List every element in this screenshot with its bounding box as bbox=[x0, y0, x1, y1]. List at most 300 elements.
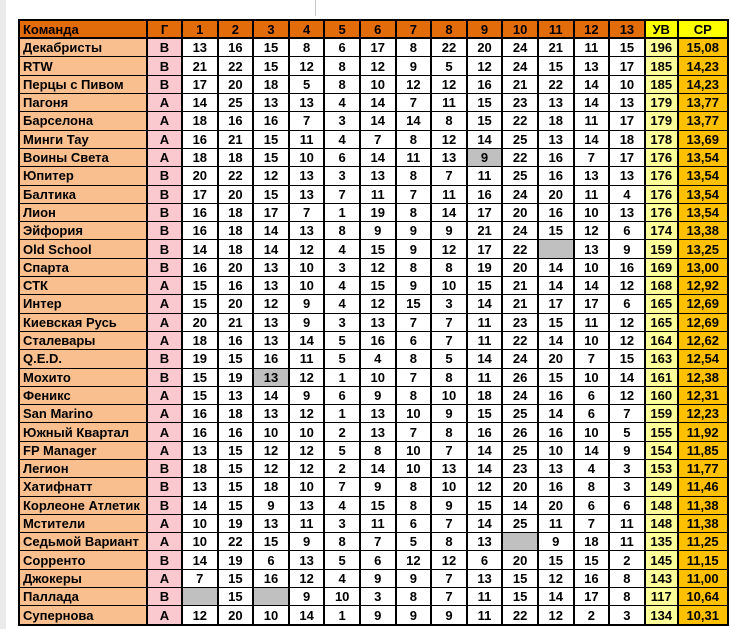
score-cell[interactable]: 19 bbox=[218, 514, 254, 532]
score-cell[interactable]: 25 bbox=[502, 405, 538, 423]
score-cell[interactable]: 6 bbox=[396, 514, 432, 532]
team-name-cell[interactable]: Корлеоне Атлетик bbox=[19, 496, 147, 514]
score-cell[interactable]: 23 bbox=[502, 313, 538, 331]
average-cell[interactable]: 11,38 bbox=[678, 514, 728, 532]
score-cell[interactable]: 17 bbox=[467, 203, 503, 221]
average-cell[interactable]: 13,25 bbox=[678, 240, 728, 258]
score-cell[interactable]: 14 bbox=[574, 130, 610, 148]
score-cell[interactable]: 13 bbox=[218, 386, 254, 404]
group-cell[interactable]: В bbox=[147, 258, 182, 276]
score-cell[interactable]: 14 bbox=[182, 240, 218, 258]
total-cell[interactable]: 165 bbox=[645, 313, 678, 331]
score-cell[interactable]: 17 bbox=[182, 185, 218, 203]
score-cell[interactable]: 7 bbox=[431, 313, 467, 331]
score-cell[interactable]: 9 bbox=[467, 148, 503, 166]
score-cell[interactable]: 6 bbox=[324, 386, 360, 404]
team-name-cell[interactable]: Мстители bbox=[19, 514, 147, 532]
score-cell[interactable]: 13 bbox=[253, 331, 289, 349]
score-cell[interactable]: 9 bbox=[253, 496, 289, 514]
score-cell[interactable]: 8 bbox=[574, 478, 610, 496]
average-cell[interactable]: 10,64 bbox=[678, 588, 728, 606]
score-cell[interactable]: 6 bbox=[609, 222, 645, 240]
team-name-cell[interactable]: Киевская Русь bbox=[19, 313, 147, 331]
score-cell[interactable]: 15 bbox=[502, 569, 538, 587]
score-cell[interactable]: 16 bbox=[467, 75, 503, 93]
total-cell[interactable]: 174 bbox=[645, 222, 678, 240]
score-cell[interactable]: 24 bbox=[502, 57, 538, 75]
score-cell[interactable]: 16 bbox=[218, 277, 254, 295]
score-cell[interactable]: 16 bbox=[182, 222, 218, 240]
score-cell[interactable]: 9 bbox=[289, 295, 325, 313]
score-cell[interactable]: 15 bbox=[218, 350, 254, 368]
score-cell[interactable]: 10 bbox=[431, 386, 467, 404]
score-cell[interactable]: 15 bbox=[609, 38, 645, 57]
score-cell[interactable]: 5 bbox=[324, 441, 360, 459]
score-cell[interactable]: 10 bbox=[431, 277, 467, 295]
score-cell[interactable]: 5 bbox=[324, 331, 360, 349]
average-cell[interactable]: 10,31 bbox=[678, 606, 728, 625]
score-cell[interactable]: 26 bbox=[502, 423, 538, 441]
score-cell[interactable]: 9 bbox=[360, 386, 396, 404]
team-name-cell[interactable]: Перцы с Пивом bbox=[19, 75, 147, 93]
score-cell[interactable]: 14 bbox=[396, 112, 432, 130]
score-cell[interactable]: 16 bbox=[467, 185, 503, 203]
score-cell[interactable]: 2 bbox=[324, 459, 360, 477]
average-cell[interactable]: 12,23 bbox=[678, 405, 728, 423]
total-cell[interactable]: 155 bbox=[645, 423, 678, 441]
score-cell[interactable]: 9 bbox=[360, 569, 396, 587]
team-name-cell[interactable]: Декабристы bbox=[19, 38, 147, 57]
score-cell[interactable]: 16 bbox=[538, 478, 574, 496]
score-cell[interactable]: 18 bbox=[218, 148, 254, 166]
total-cell[interactable]: 135 bbox=[645, 533, 678, 551]
score-cell[interactable]: 13 bbox=[574, 167, 610, 185]
score-cell[interactable]: 12 bbox=[431, 551, 467, 569]
score-cell[interactable]: 11 bbox=[467, 606, 503, 625]
score-cell[interactable]: 12 bbox=[609, 331, 645, 349]
score-cell[interactable]: 9 bbox=[396, 57, 432, 75]
total-cell[interactable]: 196 bbox=[645, 38, 678, 57]
score-cell[interactable]: 3 bbox=[609, 459, 645, 477]
score-cell[interactable]: 13 bbox=[467, 569, 503, 587]
score-cell[interactable]: 9 bbox=[360, 478, 396, 496]
score-cell[interactable]: 14 bbox=[182, 551, 218, 569]
score-cell[interactable]: 16 bbox=[218, 423, 254, 441]
group-cell[interactable]: А bbox=[147, 130, 182, 148]
group-cell[interactable]: А bbox=[147, 313, 182, 331]
score-cell[interactable]: 9 bbox=[609, 240, 645, 258]
score-cell[interactable]: 11 bbox=[431, 94, 467, 112]
score-cell[interactable]: 19 bbox=[467, 258, 503, 276]
score-cell[interactable]: 7 bbox=[431, 331, 467, 349]
score-cell[interactable]: 15 bbox=[467, 496, 503, 514]
score-cell[interactable]: 15 bbox=[574, 551, 610, 569]
score-cell[interactable]: 11 bbox=[574, 38, 610, 57]
score-cell[interactable]: 16 bbox=[538, 203, 574, 221]
total-cell[interactable]: 164 bbox=[645, 331, 678, 349]
score-cell[interactable]: 15 bbox=[253, 38, 289, 57]
score-cell[interactable]: 8 bbox=[431, 258, 467, 276]
score-cell[interactable]: 10 bbox=[396, 441, 432, 459]
score-cell[interactable]: 14 bbox=[182, 496, 218, 514]
score-cell[interactable]: 3 bbox=[360, 588, 396, 606]
score-cell[interactable]: 4 bbox=[324, 130, 360, 148]
score-cell[interactable]: 11 bbox=[360, 185, 396, 203]
total-cell[interactable]: 154 bbox=[645, 441, 678, 459]
score-cell[interactable]: 4 bbox=[574, 459, 610, 477]
team-name-cell[interactable]: Легион bbox=[19, 459, 147, 477]
score-cell[interactable]: 18 bbox=[182, 148, 218, 166]
score-cell[interactable]: 12 bbox=[467, 57, 503, 75]
score-cell[interactable]: 20 bbox=[467, 38, 503, 57]
score-cell[interactable]: 16 bbox=[609, 258, 645, 276]
score-cell[interactable]: 18 bbox=[538, 112, 574, 130]
score-cell[interactable]: 8 bbox=[396, 167, 432, 185]
score-cell[interactable]: 6 bbox=[609, 496, 645, 514]
score-cell[interactable]: 15 bbox=[538, 57, 574, 75]
score-cell[interactable]: 25 bbox=[218, 94, 254, 112]
score-cell[interactable]: 21 bbox=[502, 277, 538, 295]
score-cell[interactable]: 15 bbox=[182, 295, 218, 313]
column-header-round-5[interactable]: 5 bbox=[324, 20, 360, 38]
score-cell[interactable] bbox=[538, 240, 574, 258]
column-header-round-13[interactable]: 13 bbox=[609, 20, 645, 38]
score-cell[interactable]: 15 bbox=[218, 459, 254, 477]
score-cell[interactable]: 10 bbox=[182, 514, 218, 532]
group-cell[interactable]: А bbox=[147, 295, 182, 313]
score-cell[interactable]: 7 bbox=[431, 441, 467, 459]
score-cell[interactable]: 13 bbox=[289, 551, 325, 569]
team-name-cell[interactable]: Паллада bbox=[19, 588, 147, 606]
score-cell[interactable]: 8 bbox=[396, 38, 432, 57]
score-cell[interactable]: 15 bbox=[538, 313, 574, 331]
score-cell[interactable]: 10 bbox=[289, 478, 325, 496]
score-cell[interactable]: 10 bbox=[538, 441, 574, 459]
group-cell[interactable]: А bbox=[147, 533, 182, 551]
score-cell[interactable]: 10 bbox=[574, 203, 610, 221]
score-cell[interactable]: 14 bbox=[289, 606, 325, 625]
score-cell[interactable]: 16 bbox=[182, 423, 218, 441]
group-cell[interactable]: В bbox=[147, 57, 182, 75]
score-cell[interactable]: 9 bbox=[289, 386, 325, 404]
score-cell[interactable]: 15 bbox=[360, 496, 396, 514]
score-cell[interactable]: 4 bbox=[360, 350, 396, 368]
score-cell[interactable]: 8 bbox=[396, 203, 432, 221]
score-cell[interactable]: 11 bbox=[289, 130, 325, 148]
score-cell[interactable]: 13 bbox=[289, 222, 325, 240]
team-name-cell[interactable]: RTW bbox=[19, 57, 147, 75]
team-name-cell[interactable]: Минги Тау bbox=[19, 130, 147, 148]
score-cell[interactable]: 10 bbox=[431, 478, 467, 496]
average-cell[interactable]: 12,69 bbox=[678, 295, 728, 313]
score-cell[interactable]: 17 bbox=[609, 57, 645, 75]
total-cell[interactable]: 117 bbox=[645, 588, 678, 606]
score-cell[interactable]: 14 bbox=[467, 295, 503, 313]
score-cell[interactable]: 13 bbox=[538, 459, 574, 477]
score-cell[interactable]: 13 bbox=[609, 203, 645, 221]
score-cell[interactable]: 7 bbox=[324, 478, 360, 496]
score-cell[interactable]: 11 bbox=[609, 533, 645, 551]
score-cell[interactable]: 8 bbox=[396, 258, 432, 276]
score-cell[interactable]: 7 bbox=[431, 569, 467, 587]
group-cell[interactable]: В bbox=[147, 222, 182, 240]
score-cell[interactable]: 13 bbox=[182, 478, 218, 496]
score-cell[interactable]: 7 bbox=[360, 533, 396, 551]
average-cell[interactable]: 13,38 bbox=[678, 222, 728, 240]
score-cell[interactable]: 14 bbox=[467, 514, 503, 532]
total-cell[interactable]: 185 bbox=[645, 57, 678, 75]
score-cell[interactable]: 15 bbox=[182, 368, 218, 386]
team-name-cell[interactable]: San Marino bbox=[19, 405, 147, 423]
score-cell[interactable] bbox=[182, 588, 218, 606]
score-cell[interactable]: 7 bbox=[431, 588, 467, 606]
score-cell[interactable]: 13 bbox=[360, 423, 396, 441]
score-cell[interactable]: 8 bbox=[431, 368, 467, 386]
average-cell[interactable]: 11,00 bbox=[678, 569, 728, 587]
score-cell[interactable]: 14 bbox=[574, 441, 610, 459]
average-cell[interactable]: 13,69 bbox=[678, 130, 728, 148]
score-cell[interactable]: 20 bbox=[538, 185, 574, 203]
total-cell[interactable]: 169 bbox=[645, 258, 678, 276]
score-cell[interactable]: 13 bbox=[609, 94, 645, 112]
team-name-cell[interactable]: Юпитер bbox=[19, 167, 147, 185]
column-header-round-12[interactable]: 12 bbox=[574, 20, 610, 38]
score-cell[interactable]: 16 bbox=[253, 569, 289, 587]
score-cell[interactable]: 20 bbox=[182, 167, 218, 185]
score-cell[interactable]: 7 bbox=[431, 514, 467, 532]
score-cell[interactable]: 14 bbox=[574, 277, 610, 295]
score-cell[interactable]: 10 bbox=[396, 405, 432, 423]
score-cell[interactable]: 20 bbox=[218, 258, 254, 276]
score-cell[interactable]: 22 bbox=[538, 75, 574, 93]
group-cell[interactable]: В bbox=[147, 185, 182, 203]
average-cell[interactable]: 12,31 bbox=[678, 386, 728, 404]
score-cell[interactable]: 7 bbox=[289, 112, 325, 130]
score-cell[interactable]: 6 bbox=[253, 551, 289, 569]
score-cell[interactable]: 17 bbox=[574, 295, 610, 313]
team-name-cell[interactable]: Балтика bbox=[19, 185, 147, 203]
score-cell[interactable]: 4 bbox=[609, 185, 645, 203]
score-cell[interactable]: 12 bbox=[609, 277, 645, 295]
score-cell[interactable]: 3 bbox=[609, 606, 645, 625]
score-cell[interactable]: 14 bbox=[538, 405, 574, 423]
score-cell[interactable]: 13 bbox=[467, 533, 503, 551]
score-cell[interactable]: 6 bbox=[609, 295, 645, 313]
average-cell[interactable]: 12,38 bbox=[678, 368, 728, 386]
score-cell[interactable]: 14 bbox=[253, 222, 289, 240]
group-cell[interactable]: А bbox=[147, 112, 182, 130]
score-cell[interactable]: 4 bbox=[324, 94, 360, 112]
average-cell[interactable]: 13,54 bbox=[678, 203, 728, 221]
score-cell[interactable]: 11 bbox=[609, 514, 645, 532]
score-cell[interactable]: 6 bbox=[574, 386, 610, 404]
score-cell[interactable]: 13 bbox=[431, 148, 467, 166]
score-cell[interactable]: 14 bbox=[574, 94, 610, 112]
average-cell[interactable]: 13,00 bbox=[678, 258, 728, 276]
group-cell[interactable]: А bbox=[147, 386, 182, 404]
score-cell[interactable]: 9 bbox=[396, 222, 432, 240]
score-cell[interactable]: 9 bbox=[431, 405, 467, 423]
score-cell[interactable]: 13 bbox=[253, 514, 289, 532]
score-cell[interactable]: 15 bbox=[218, 496, 254, 514]
column-header-round-7[interactable]: 7 bbox=[396, 20, 432, 38]
score-cell[interactable]: 20 bbox=[218, 295, 254, 313]
score-cell[interactable]: 12 bbox=[253, 295, 289, 313]
score-cell[interactable]: 11 bbox=[574, 112, 610, 130]
team-name-cell[interactable]: Спарта bbox=[19, 258, 147, 276]
score-cell[interactable]: 15 bbox=[218, 441, 254, 459]
score-cell[interactable]: 6 bbox=[324, 38, 360, 57]
score-cell[interactable]: 21 bbox=[502, 295, 538, 313]
average-cell[interactable]: 11,92 bbox=[678, 423, 728, 441]
score-cell[interactable]: 3 bbox=[431, 295, 467, 313]
average-cell[interactable]: 14,23 bbox=[678, 57, 728, 75]
column-header-average[interactable]: СР bbox=[678, 20, 728, 38]
average-cell[interactable]: 13,54 bbox=[678, 167, 728, 185]
score-cell[interactable]: 14 bbox=[253, 386, 289, 404]
score-cell[interactable]: 22 bbox=[502, 240, 538, 258]
score-cell[interactable]: 13 bbox=[182, 38, 218, 57]
score-cell[interactable]: 10 bbox=[289, 423, 325, 441]
score-cell[interactable]: 12 bbox=[431, 240, 467, 258]
score-cell[interactable]: 22 bbox=[502, 606, 538, 625]
score-cell[interactable]: 11 bbox=[467, 167, 503, 185]
score-cell[interactable]: 19 bbox=[218, 368, 254, 386]
score-cell[interactable]: 20 bbox=[502, 478, 538, 496]
score-cell[interactable]: 12 bbox=[431, 75, 467, 93]
score-cell[interactable]: 10 bbox=[574, 423, 610, 441]
score-cell[interactable]: 14 bbox=[360, 94, 396, 112]
score-cell[interactable]: 15 bbox=[253, 148, 289, 166]
score-cell[interactable]: 12 bbox=[360, 57, 396, 75]
score-cell[interactable]: 8 bbox=[431, 533, 467, 551]
score-cell[interactable]: 18 bbox=[218, 405, 254, 423]
score-cell[interactable]: 8 bbox=[396, 130, 432, 148]
group-cell[interactable]: В bbox=[147, 240, 182, 258]
score-cell[interactable]: 13 bbox=[253, 368, 289, 386]
score-cell[interactable]: 7 bbox=[396, 185, 432, 203]
total-cell[interactable]: 176 bbox=[645, 185, 678, 203]
score-cell[interactable]: 8 bbox=[396, 496, 432, 514]
score-cell[interactable]: 16 bbox=[182, 405, 218, 423]
score-cell[interactable]: 17 bbox=[182, 75, 218, 93]
average-cell[interactable]: 11,77 bbox=[678, 459, 728, 477]
score-cell[interactable]: 21 bbox=[467, 222, 503, 240]
score-cell[interactable]: 12 bbox=[289, 368, 325, 386]
score-cell[interactable]: 14 bbox=[289, 331, 325, 349]
team-name-cell[interactable]: Эйфория bbox=[19, 222, 147, 240]
score-cell[interactable]: 10 bbox=[609, 75, 645, 93]
score-cell[interactable]: 15 bbox=[538, 222, 574, 240]
score-cell[interactable]: 9 bbox=[431, 496, 467, 514]
score-cell[interactable]: 12 bbox=[289, 441, 325, 459]
team-name-cell[interactable]: Южный Квартал bbox=[19, 423, 147, 441]
total-cell[interactable]: 168 bbox=[645, 277, 678, 295]
score-cell[interactable]: 3 bbox=[324, 313, 360, 331]
score-cell[interactable]: 20 bbox=[218, 606, 254, 625]
group-cell[interactable]: А bbox=[147, 569, 182, 587]
group-cell[interactable]: В bbox=[147, 588, 182, 606]
score-cell[interactable]: 22 bbox=[218, 167, 254, 185]
score-cell[interactable]: 8 bbox=[324, 533, 360, 551]
score-cell[interactable] bbox=[502, 533, 538, 551]
score-cell[interactable]: 11 bbox=[467, 313, 503, 331]
score-cell[interactable]: 12 bbox=[431, 130, 467, 148]
score-cell[interactable]: 6 bbox=[396, 331, 432, 349]
score-cell[interactable]: 25 bbox=[502, 514, 538, 532]
average-cell[interactable]: 11,38 bbox=[678, 496, 728, 514]
score-cell[interactable]: 1 bbox=[324, 405, 360, 423]
column-header-round-1[interactable]: 1 bbox=[182, 20, 218, 38]
score-cell[interactable]: 18 bbox=[182, 331, 218, 349]
score-cell[interactable]: 17 bbox=[609, 148, 645, 166]
score-cell[interactable]: 8 bbox=[396, 386, 432, 404]
average-cell[interactable]: 12,54 bbox=[678, 350, 728, 368]
score-cell[interactable]: 15 bbox=[182, 277, 218, 295]
score-cell[interactable]: 15 bbox=[360, 240, 396, 258]
score-cell[interactable]: 8 bbox=[396, 588, 432, 606]
score-cell[interactable]: 16 bbox=[218, 331, 254, 349]
score-cell[interactable]: 9 bbox=[396, 606, 432, 625]
group-cell[interactable]: В bbox=[147, 551, 182, 569]
score-cell[interactable]: 7 bbox=[609, 405, 645, 423]
score-cell[interactable]: 12 bbox=[289, 459, 325, 477]
score-cell[interactable]: 3 bbox=[324, 167, 360, 185]
score-cell[interactable]: 16 bbox=[182, 130, 218, 148]
score-cell[interactable]: 13 bbox=[253, 277, 289, 295]
score-cell[interactable]: 20 bbox=[538, 350, 574, 368]
score-cell[interactable]: 1 bbox=[324, 203, 360, 221]
score-cell[interactable]: 14 bbox=[609, 368, 645, 386]
score-cell[interactable]: 8 bbox=[609, 588, 645, 606]
score-cell[interactable]: 14 bbox=[182, 94, 218, 112]
score-cell[interactable]: 12 bbox=[538, 569, 574, 587]
score-cell[interactable]: 17 bbox=[253, 203, 289, 221]
score-cell[interactable]: 24 bbox=[502, 386, 538, 404]
total-cell[interactable]: 159 bbox=[645, 405, 678, 423]
score-cell[interactable]: 13 bbox=[289, 496, 325, 514]
score-cell[interactable]: 16 bbox=[182, 203, 218, 221]
group-cell[interactable]: В bbox=[147, 203, 182, 221]
score-cell[interactable]: 20 bbox=[502, 203, 538, 221]
total-cell[interactable]: 178 bbox=[645, 130, 678, 148]
score-cell[interactable]: 10 bbox=[253, 423, 289, 441]
score-cell[interactable]: 15 bbox=[218, 569, 254, 587]
score-cell[interactable]: 5 bbox=[324, 551, 360, 569]
score-cell[interactable]: 16 bbox=[538, 386, 574, 404]
score-cell[interactable]: 9 bbox=[431, 222, 467, 240]
score-cell[interactable]: 16 bbox=[538, 423, 574, 441]
score-cell[interactable]: 7 bbox=[324, 185, 360, 203]
score-cell[interactable]: 7 bbox=[289, 203, 325, 221]
score-cell[interactable]: 16 bbox=[360, 331, 396, 349]
score-cell[interactable]: 12 bbox=[253, 459, 289, 477]
score-cell[interactable]: 12 bbox=[289, 569, 325, 587]
score-cell[interactable]: 10 bbox=[289, 258, 325, 276]
score-cell[interactable]: 13 bbox=[182, 441, 218, 459]
score-cell[interactable]: 22 bbox=[431, 38, 467, 57]
score-cell[interactable]: 23 bbox=[502, 94, 538, 112]
group-cell[interactable]: А bbox=[147, 405, 182, 423]
score-cell[interactable]: 7 bbox=[574, 148, 610, 166]
score-cell[interactable]: 5 bbox=[431, 350, 467, 368]
score-cell[interactable]: 13 bbox=[431, 459, 467, 477]
score-cell[interactable]: 10 bbox=[360, 75, 396, 93]
score-cell[interactable]: 12 bbox=[253, 441, 289, 459]
score-cell[interactable]: 16 bbox=[218, 38, 254, 57]
score-cell[interactable]: 20 bbox=[502, 258, 538, 276]
score-cell[interactable]: 14 bbox=[574, 75, 610, 93]
